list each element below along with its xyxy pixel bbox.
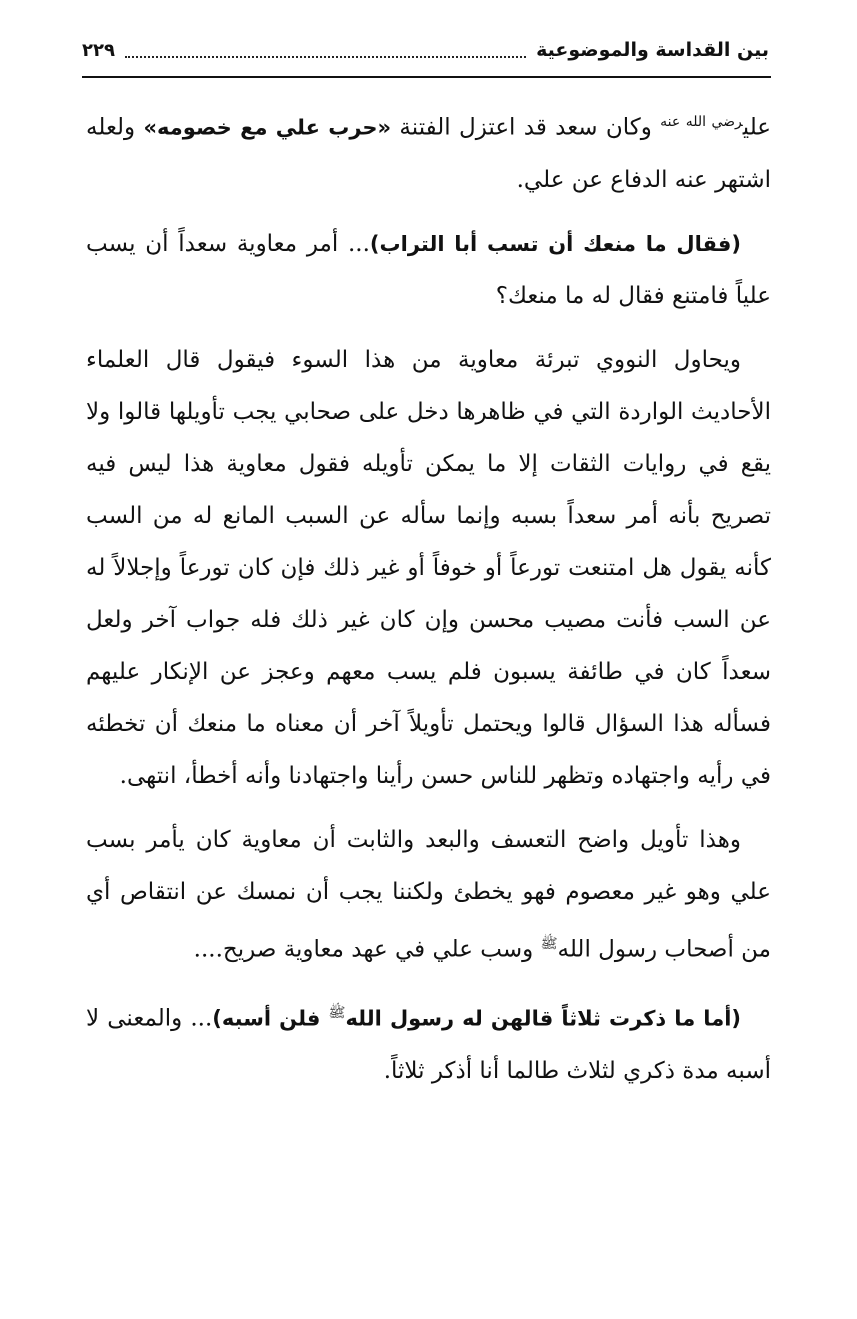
header-title: بين القداسة والموضوعية <box>536 39 769 61</box>
text-segment: ... أمر معاوية سعداً أن يسب علياً فامتنع فقال له ما منعك؟ <box>86 230 771 309</box>
quoted-hadith-phrase: (أما ما ذكرت ثلاثاً قالهن له رسول الله <box>345 1006 741 1031</box>
paragraph-1 <box>86 96 771 206</box>
bold-phrase: «حرب علي مع خصومه» <box>143 115 392 140</box>
text-segment: ويحاول النووي تبرئة معاوية من هذا السوء فيقول قال العلماء الأحاديث الواردة التي في ظاهرها دخل على صحابي يجب تأويلها قالوا ولا يقع في روايات الثقات إلا ما يمكن تأويله فقول معاوية هذا ليس فيه تصريح بأنه أمر سعداً بسبه وإنما سأله عن السبب المانع له من السب كأنه يقول هل امتنعت تورعاً أو خوفاً أو غير ذلك فإن كان تورعاً وإجلالاً له عن السب فأنت مصيب محسن وإن كان غير ذلك فله جواب آخر ولعل سعداً كان في طائفة يسبون فلم يسب معهم وعجز عن الإنكار عليهم فسأله هذا السؤال قالوا ويحتمل تأويلاً آخر أن معناه ما منعك أن تخطئه في رأيه واجتهاده وتظهر للناس حسن رأينا واجتهادنا وأنه أخطأ، انتهى. <box>86 346 771 789</box>
text-segment: وسب علي في عهد معاوية صريح.... <box>193 936 541 963</box>
header-dot-leader <box>125 55 526 58</box>
paragraph-3 <box>86 334 771 802</box>
body-text <box>86 96 771 1109</box>
honorific-glyph: ﷺ <box>540 935 558 952</box>
header-rule <box>82 76 771 78</box>
honorific-glyph: رضي الله عنه <box>660 114 743 130</box>
quoted-hadith-phrase: (فقال ما منعك أن تسب أبا التراب) <box>369 231 741 256</box>
text-segment: ولعله اشتهر عنه الدفاع عن علي. <box>86 114 771 193</box>
text-segment: ... والمعنى لا أسبه مدة ذكري لثلاث طالما أنا أذكر ثلاثاً. <box>86 1005 771 1084</box>
page-number: ٢٢٩ <box>82 39 115 61</box>
text-segment: وكان سعد قد اعتزل الفتنة <box>391 114 661 141</box>
text-segment: وهذا تأويل واضح التعسف والبعد والثابت أن معاوية كان يأمر بسب علي وهو غير معصوم فهو يخطئ ولكننا يجب أن نمسك عن انتقاص أي من أصحاب رسول الله <box>86 826 771 963</box>
paragraph-4 <box>86 814 771 976</box>
quoted-hadith-phrase: فلن أسبه) <box>212 1006 329 1031</box>
running-header <box>82 30 769 70</box>
text-segment: علي <box>742 114 772 141</box>
paragraph-5 <box>86 987 771 1097</box>
paragraph-2 <box>86 218 771 322</box>
honorific-glyph: ﷺ <box>328 1005 346 1022</box>
